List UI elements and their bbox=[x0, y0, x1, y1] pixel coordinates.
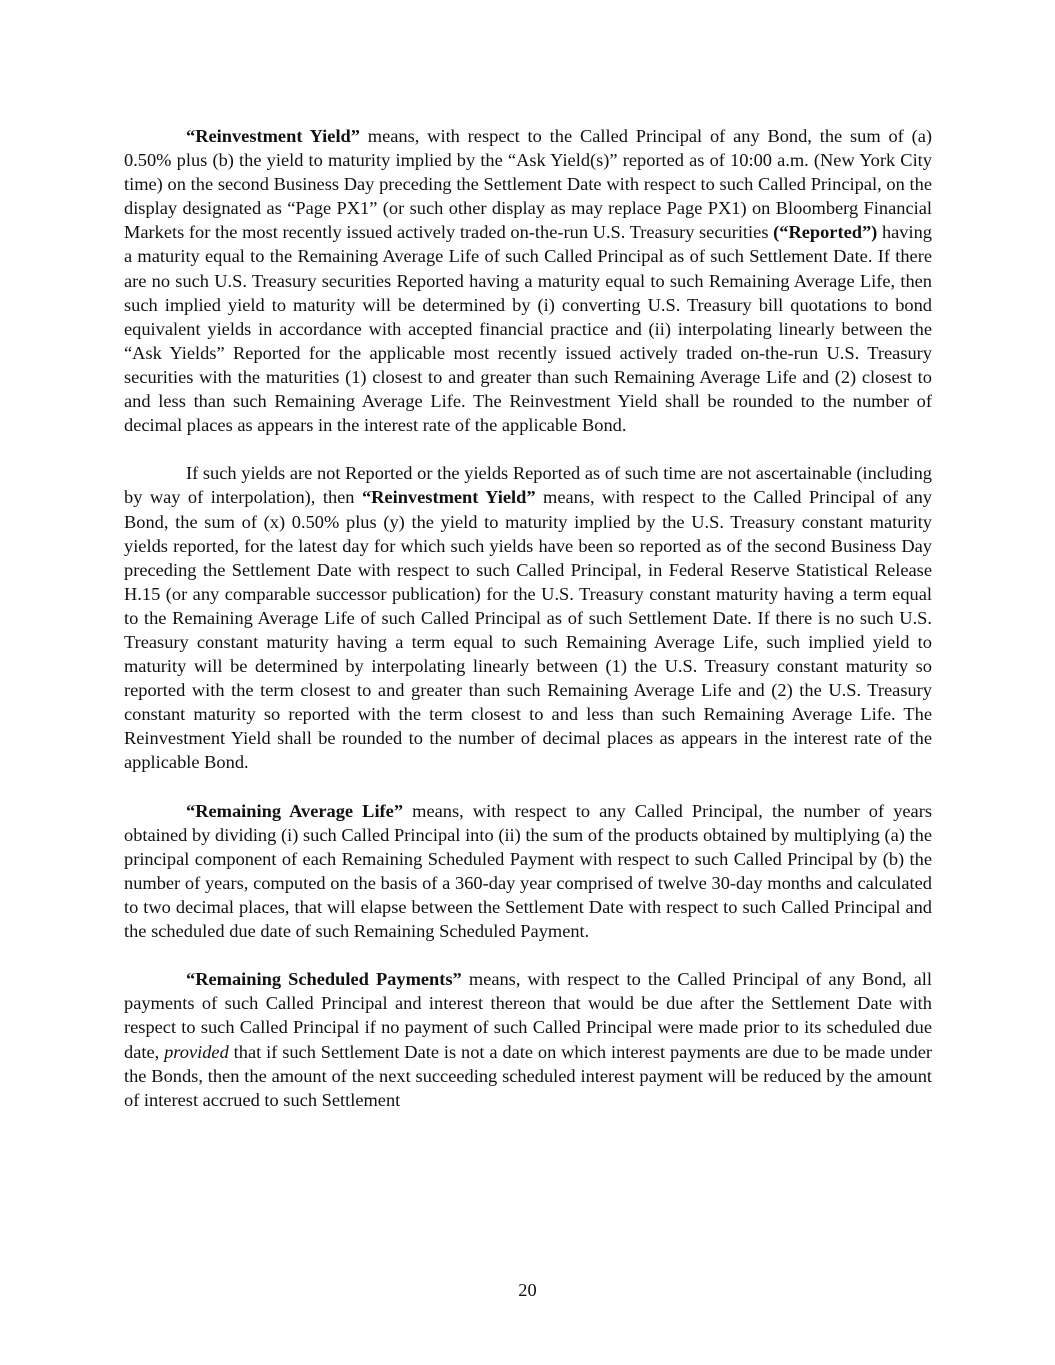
defined-term: “Remaining Scheduled Payments” bbox=[186, 969, 462, 990]
defined-term: “Reinvestment Yield” bbox=[186, 126, 360, 146]
paragraph-text: means, with respect to the Called Principal of any Bond, all payments of such Called Principal and interest thereon that would be due after the Settlement Date with respect to such Called Principal if no payment of such Called Principal were made prior to its scheduled due date, bbox=[124, 969, 932, 1062]
paragraph-text: that if such Settlement Date is not a date on which interest payments are due to be made under the Bonds, then the amount of the next succeeding scheduled interest payment will be reduced by the amount of interest accrued to such Settlement bbox=[124, 1041, 932, 1110]
paragraph-remaining-scheduled-payments bbox=[124, 967, 932, 1112]
document-body bbox=[124, 124, 932, 1136]
paragraph-reinvestment-yield bbox=[124, 124, 932, 437]
paragraph-text: means, with respect to the Called Principal of any Bond, the sum of (a) 0.50% plus (b) the yield to maturity implied by the “Ask Yield(s)” reported as of 10:00 a.m. (New York City time) on the second Business Day preceding the Settlement Date with respect to such Called Principal, on the display designated as “Page PX1” (or such other display as may replace Page PX1) on Bloomberg Financial Markets for the most recently issued actively traded on-the-run U.S. Treasury securities bbox=[124, 126, 932, 243]
defined-term: “Remaining Average Life” bbox=[186, 800, 404, 821]
defined-term: “Reinvestment Yield” bbox=[361, 487, 536, 508]
paragraph-reinvestment-yield-fallback bbox=[124, 461, 932, 774]
paragraph-text: having a maturity equal to the Remaining Average Life of such Called Principal as of such Settlement Date. If there are no such U.S. Treasury securities Reported having a maturity equal to such Remaining Average Life, then such implied yield to maturity will be determined by (i) converting U.S. Treasury bill quotations to bond equivalent yields in accordance with accepted financial practice and (ii) interpolating linearly between the “Ask Yields” Reported for the applicable most recently issued actively traded on-the-run U.S. Treasury securities with the maturities (1) closest to and greater than such Remaining Average Life and (2) closest to and less than such Remaining Average Life. The Reinvestment Yield shall be rounded to the number of decimal places as appears in the interest rate of the applicable Bond. bbox=[124, 222, 933, 436]
paragraph-text: If such yields are not Reported or the yields Reported as of such time are not ascertainable (including by way of interpolation), then bbox=[124, 463, 932, 508]
paragraph-text: means, with respect to any Called Principal, the number of years obtained by dividing (i) such Called Principal into (ii) the sum of the products obtained by multiplying (a) the principal component of each Remaining Scheduled Payment with respect to such Called Principal by (b) the number of years, computed on the basis of a 360-day year comprised of twelve 30-day months and calculated to two decimal places, that will elapse between the Settlement Date with respect to such Called Principal and the scheduled due date of such Remaining Scheduled Payment. bbox=[124, 800, 932, 942]
emphasized-word: provided bbox=[164, 1041, 229, 1062]
defined-term: (“Reported”) bbox=[773, 222, 878, 243]
paragraph-text: means, with respect to the Called Principal of any Bond, the sum of (x) 0.50% plus (y) the yield to maturity implied by the U.S. Treasury constant maturity yields reported, for the latest day for which such yields have been so reported as of the second Business Day preceding the Settlement Date with respect to such Called Principal, in Federal Reserve Statistical Release H.15 (or any comparable successor publication) for the U.S. Treasury constant maturity having a term equal to the Remaining Average Life of such Called Principal as of such Settlement Date. If there is no such U.S. Treasury constant maturity having a term equal to such Remaining Average Life, such implied yield to maturity will be determined by interpolating linearly between (1) the U.S. Treasury constant maturity so reported with the term closest to and greater than such Remaining Average Life and (2) the U.S. Treasury constant maturity so reported with the term closest to and less than such Remaining Average Life. The Reinvestment Yield shall be rounded to the number of decimal places as appears in the interest rate of the applicable Bond. bbox=[124, 487, 932, 773]
page-number: 20 bbox=[518, 1280, 537, 1300]
paragraph-remaining-average-life bbox=[124, 799, 932, 944]
